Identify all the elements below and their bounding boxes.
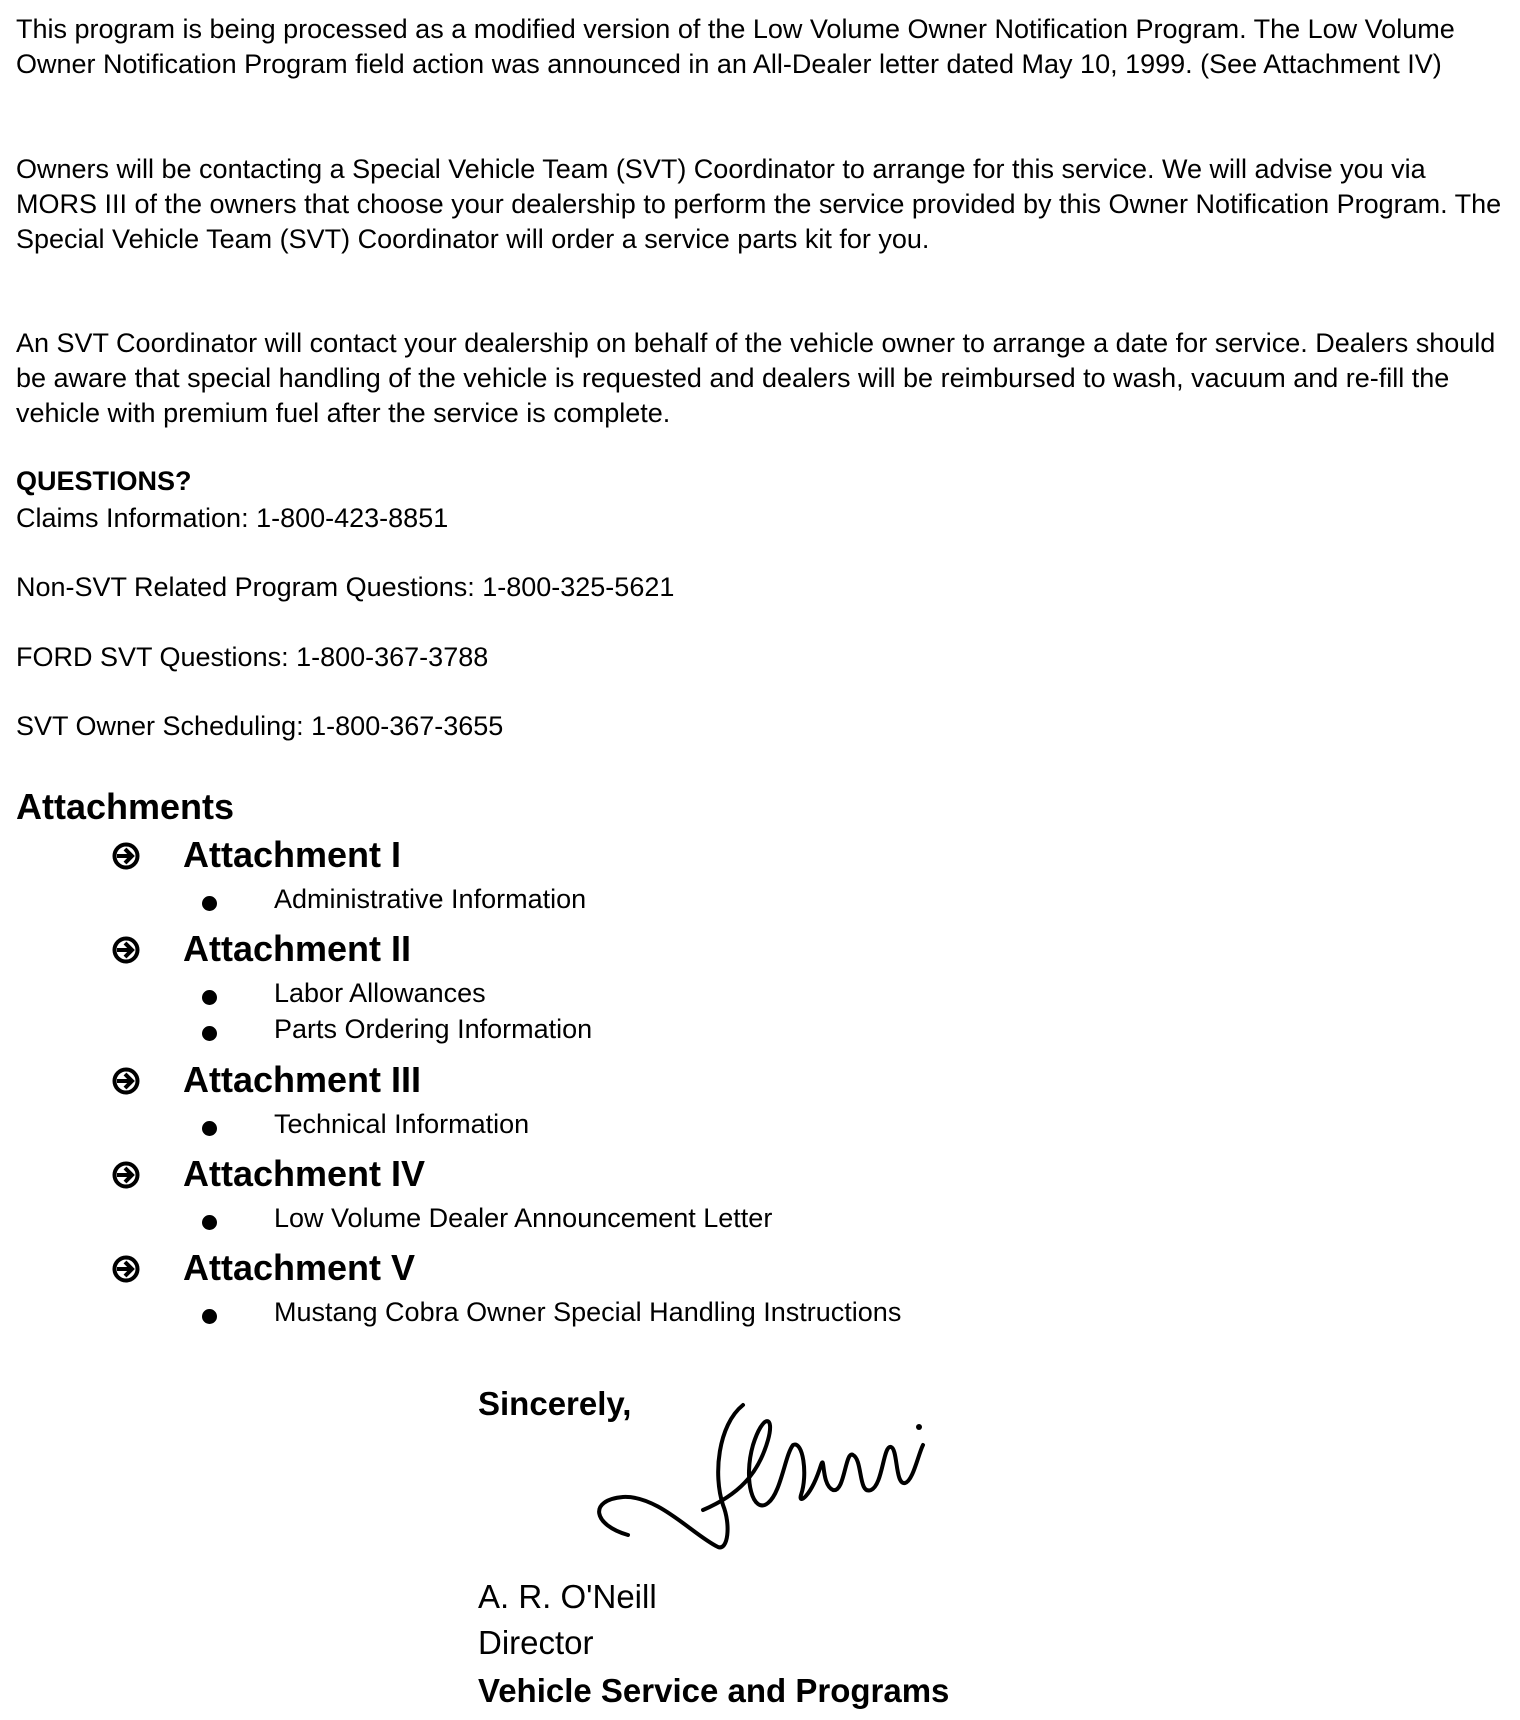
attachment-title: Attachment V	[183, 1247, 416, 1288]
arrow-right-icon	[112, 1067, 140, 1095]
claims-information-line: Claims Information: 1-800-423-8851	[16, 503, 449, 533]
signature-block	[478, 1385, 631, 1423]
bullet-text: Mustang Cobra Owner Special Handling Instructions	[274, 1297, 902, 1327]
arrow-right-icon	[112, 1161, 140, 1189]
attachment-title: Attachment II	[183, 928, 412, 969]
bullet-text: Administrative Information	[274, 884, 587, 914]
bullet-text: Labor Allowances	[274, 978, 486, 1008]
bullet-icon	[202, 1309, 217, 1324]
arrow-right-icon	[112, 842, 140, 870]
attachment-title: Attachment I	[183, 834, 402, 875]
bullet-icon	[202, 1215, 217, 1230]
closing-text: Sincerely,	[478, 1385, 632, 1422]
attachment-title: Attachment III	[183, 1059, 422, 1100]
bullet-icon	[202, 990, 217, 1005]
list-item	[16, 1109, 1416, 1145]
attachment-item	[16, 834, 1416, 920]
attachment-item	[16, 1153, 1416, 1239]
signer-department: Vehicle Service and Programs	[478, 1672, 950, 1709]
paragraph-program-description: This program is being processed as a modified version of the Low Volume Owner Notification Program. The Low Volume Owner Notification Program field action was announced in an All-Dealer letter dated May 10, 1999. (See Attachment IV)	[16, 14, 1455, 79]
bullet-icon	[202, 896, 217, 911]
bullet-text: Technical Information	[274, 1109, 530, 1139]
arrow-right-icon	[112, 1255, 140, 1283]
bullet-text: Low Volume Dealer Announcement Letter	[274, 1203, 773, 1233]
paragraph-owner-contact: Owners will be contacting a Special Vehicle Team (SVT) Coordinator to arrange for this service. We will advise you via MORS III of the owners that choose your dealership to perform the service provided by this Owner Notification Program. The Special Vehicle Team (SVT) Coordinator will order a service parts kit for you.	[16, 154, 1502, 254]
svt-owner-scheduling-line: SVT Owner Scheduling: 1-800-367-3655	[16, 711, 504, 741]
list-item	[16, 1203, 1416, 1239]
attachment-item	[16, 928, 1416, 1050]
attachment-item	[16, 1059, 1416, 1145]
handwritten-signature	[553, 1385, 953, 1565]
list-item	[16, 884, 1416, 920]
signer-name: A. R. O'Neill	[478, 1578, 657, 1615]
bullet-icon	[202, 1121, 217, 1136]
list-item	[16, 1297, 1416, 1333]
questions-heading: QUESTIONS?	[16, 466, 192, 496]
bullet-icon	[202, 1026, 217, 1041]
bullet-text: Parts Ordering Information	[274, 1014, 593, 1044]
attachment-item	[16, 1247, 1416, 1333]
paragraph-svt-coordinator: An SVT Coordinator will contact your dealership on behalf of the vehicle owner to arrange a date for service. Dealers should be aware that special handling of the vehicle is requested and dealers will be reimbursed to wash, vacuum and re-fill the vehicle with premium fuel after the service is complete.	[16, 328, 1496, 428]
ford-svt-questions-line: FORD SVT Questions: 1-800-367-3788	[16, 642, 489, 672]
attachments-heading: Attachments	[16, 786, 235, 827]
list-item	[16, 1014, 1416, 1050]
arrow-right-icon	[112, 936, 140, 964]
attachment-title: Attachment IV	[183, 1153, 426, 1194]
signer-title: Director	[478, 1624, 594, 1661]
non-svt-questions-line: Non-SVT Related Program Questions: 1-800-325-5621	[16, 572, 675, 602]
list-item	[16, 978, 1416, 1014]
